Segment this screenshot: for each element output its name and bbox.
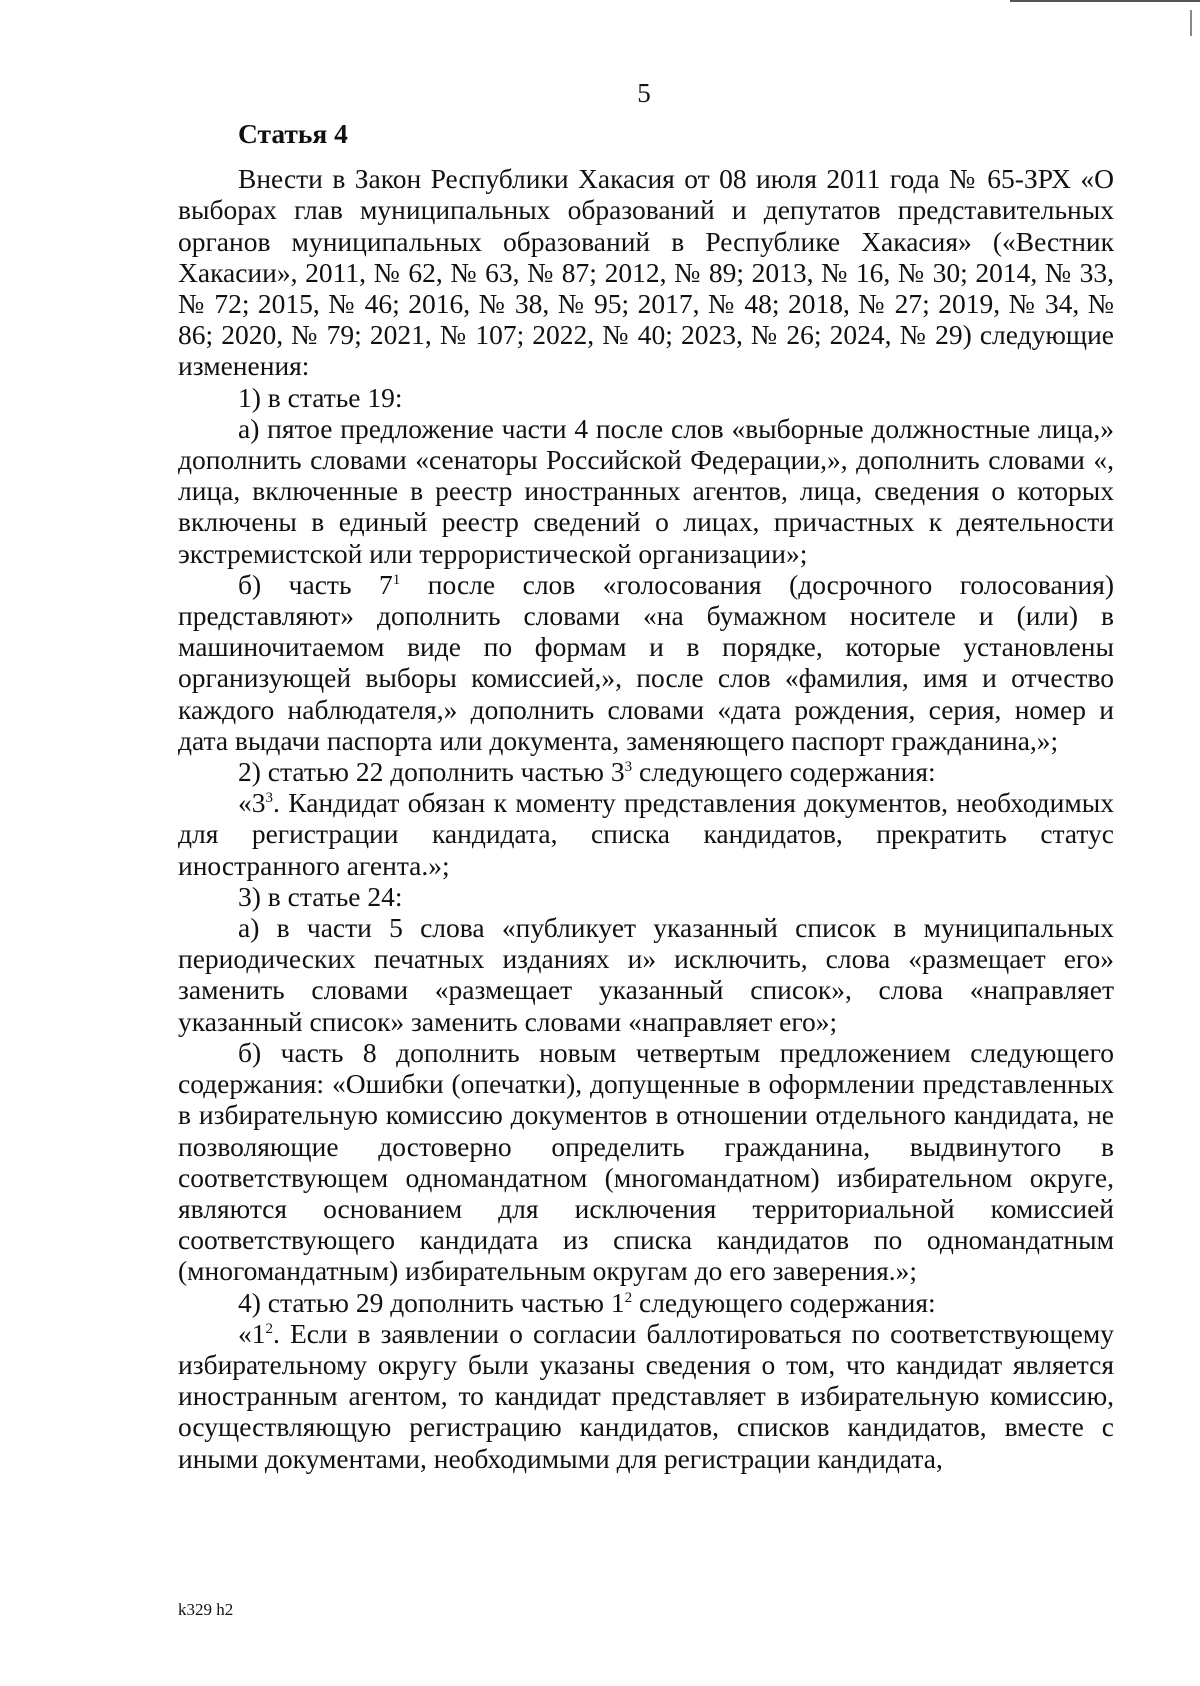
paragraph-item-3b: б) часть 8 дополнить новым четвертым предложением следующего содержания: «Ошибки (опечатки), допущенные в оформлении представленных в избирательную комиссию документов в отношении отдельного кандидата, не позволяющие достоверно определить гражданина, выдвинутого в соответствующем одномандатном (многомандатном) избирательном округе, являются основанием для исключения территориальной комиссией соответствующего кандидата из списка кандидатов по одномандатным (многомандатным) избирательным округам до его заверения.»; — [178, 1036, 1114, 1287]
text-post: следующего содержания: — [632, 756, 936, 788]
paragraph-item-3a: а) в части 5 слова «публикует указанный список в муниципальных периодических печатных изданиях и» исключить, слова «размещает его» заменить словами «размещает указанный список», слова «направляет указанный список» заменить словами «направляет его»; — [178, 912, 1114, 1037]
paragraph-item-2-quote — [178, 787, 1114, 881]
superscript: 3 — [624, 758, 633, 775]
paragraph-item-1b — [178, 569, 1114, 756]
page-number: 5 — [637, 78, 651, 108]
superscript: 1 — [392, 571, 401, 588]
scan-edge-mark — [1190, 10, 1192, 36]
text-post: следующего содержания: — [632, 1286, 936, 1318]
paragraph-item-4 — [178, 1287, 1114, 1318]
paragraph-item-3: 3) в статье 24: — [238, 880, 403, 912]
text-post: после слов «голосования (досрочного голосования) представляют» дополнить словами «на бумажном носителе и (или) в машиночитаемом виде по формам и в порядке, которые установлены организующей выборы комиссией,», после слов «фамилия, имя и отчество каждого наблюдателя,» дополнить словами «дата рождения, серия, номер и дата выдачи паспорта или документа, заменяющего паспорт гражданина,»; — [178, 568, 1115, 756]
text-pre: «1 — [238, 1317, 266, 1349]
footer-code: k329 h2 — [178, 1600, 234, 1619]
superscript: 3 — [265, 790, 273, 807]
paragraph-intro: Внести в Закон Республики Хакасия от 08 июля 2011 года № 65-ЗРХ «О выборах глав муниципальных образований и депутатов представительных органов муниципальных образований в Республике Хакасия» («Вестник Хакасии», 2011, № 62, № 63, № 87; 2012, № 89; 2013, № 16, № 30; 2014, № 33, № 72; 2015, № 46; 2016, № 38, № 95; 2017, № 48; 2018, № 27; 2019, № 34, № 86; 2020, № 79; 2021, № 107; 2022, № 40; 2023, № 26; 2024, № 29) следующие изменения: — [178, 163, 1114, 382]
paragraph-item-1: 1) в статье 19: — [238, 381, 403, 413]
paragraph-item-1a: а) пятое предложение части 4 после слов «выборные должностные лица,» дополнить словами «сенаторы Российской Федерации,», дополнить словами «, лица, включенные в реестр иностранных агентов, лица, сведения о которых включены в единый реестр сведений о лицах, причастных к деятельности экстремистской или террористической организации»; — [178, 412, 1114, 569]
text-pre: 2) статью 22 дополнить частью 3 — [238, 756, 625, 788]
superscript: 2 — [624, 1289, 633, 1306]
text-pre: 4) статью 29 дополнить частью 1 — [238, 1286, 625, 1318]
paragraph-item-4-quote — [178, 1318, 1114, 1474]
document-body — [178, 110, 1114, 1474]
superscript: 2 — [265, 1320, 273, 1337]
text-pre: «3 — [238, 787, 266, 819]
text-post: . Если в заявлении о согласии баллотироваться по соответствующему избирательному округу были указаны сведения о том, что кандидат является иностранным агентом, то кандидат представляет в избирательную комиссию, осуществляющую регистрацию кандидатов, списков кандидатов, вместе с иными документами, необходимыми для регистрации кандидата, — [178, 1317, 1114, 1474]
paragraph-item-2 — [178, 756, 1114, 787]
text-post: . Кандидат обязан к моменту представления документов, необходимых для регистрации кандидата, списка кандидатов, прекратить статус иностранного агента.»; — [178, 787, 1114, 881]
scan-top-line — [1010, 0, 1200, 2]
article-heading: Статья 4 — [238, 118, 348, 149]
text-pre: б) часть 7 — [238, 568, 393, 600]
